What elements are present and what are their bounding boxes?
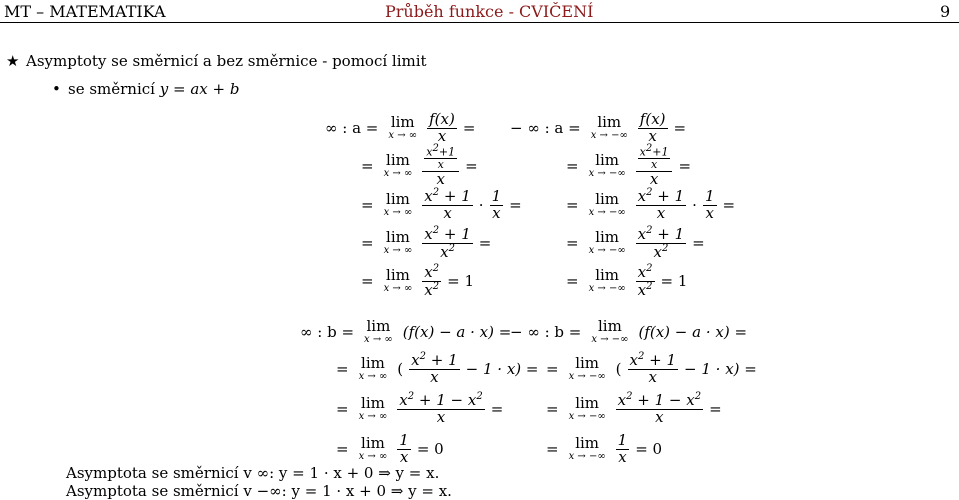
a-plus-row-4: = lim x → ∞ $\frac{x^2 + 1}{x^2}$ = (361, 224, 492, 261)
bullet-formula: y = ax + b (159, 80, 240, 98)
a-minus-row-1: − ∞ : a = lim x → −∞ $\frac{f(x)}{x}$ = (510, 109, 687, 145)
a-plus-row-2: = lim x → ∞ $\frac{\frac{x2+1}{x}}{x}$ = (361, 143, 478, 188)
star-bullet-icon: ★ (6, 52, 20, 70)
header-rule (0, 22, 959, 23)
a-plus-block (325, 110, 522, 300)
b-plus-row-3: = lim x → ∞ $\frac{x^2 + 1 - x^2}{x}$ = (336, 391, 504, 426)
conclusion-plus-infinity: Asymptota se směrnicí v ∞: y = 1 · x + 0 ⇒ y = x. (66, 464, 440, 482)
bullet-label: se směrnicí y = ax + b (68, 80, 240, 98)
header-chapter-title: Průběh funkce - CVIČENÍ (385, 2, 594, 21)
header-course: MT – MATEMATIKA (4, 2, 166, 21)
page-number: 9 (940, 2, 951, 21)
section-title: Asymptoty se směrnicí a bez směrnice - pomocí limit (26, 52, 427, 70)
a-plus-row-3: = lim x → ∞ $\frac{x^2 + 1}{x}$ · $\frac{1}{x}$ = (361, 186, 522, 222)
b-minus-block (510, 315, 757, 469)
conclusion-minus-infinity: Asymptota se směrnicí v −∞: y = 1 · x + 0 ⇒ y = x. (66, 482, 452, 500)
a-minus-row-5: = lim x → −∞ $\frac{x^2}{x^2}$ = 1 (566, 262, 688, 299)
b-minus-row-1: − ∞ : b = lim x → −∞ (f(x) − a · x) = (510, 317, 748, 345)
b-minus-row-3: = lim x → −∞ $\frac{x^2 + 1 - x^2}{x}$ = (546, 391, 722, 426)
b-plus-block (300, 315, 539, 469)
a-plus-row-1: ∞ : a = lim x → ∞ $\frac{f(x)}{x}$ = (325, 109, 476, 145)
b-plus-row-4: = lim x → ∞ $\frac{1}{x}$ = 0 (336, 430, 444, 466)
b-minus-row-4: = lim x → −∞ $\frac{1}{x}$ = 0 (546, 430, 663, 466)
a-minus-block (510, 110, 735, 300)
a-minus-row-4: = lim x → −∞ $\frac{x^2 + 1}{x^2}$ = (566, 224, 705, 261)
b-minus-row-2: = lim x → −∞ ( $\frac{x^2 + 1}{x}$ − 1 · x) = (546, 351, 757, 386)
a-plus-row-5: = lim x → ∞ $\frac{x^2}{x^2}$ = 1 (361, 262, 475, 299)
b-plus-row-2: = lim x → ∞ ( $\frac{x^2 + 1}{x}$ − 1 · x) = (336, 351, 539, 386)
dot-bullet-icon: • (52, 80, 61, 98)
b-plus-row-1: ∞ : b = lim x → ∞ (f(x) − a · x) = (300, 317, 512, 345)
a-minus-row-2: = lim x → −∞ $\frac{\frac{x2+1}{x}}{x}$ = (566, 143, 692, 188)
a-minus-row-3: = lim x → −∞ $\frac{x^2 + 1}{x}$ · $\frac{1}{x}$ = (566, 186, 736, 222)
